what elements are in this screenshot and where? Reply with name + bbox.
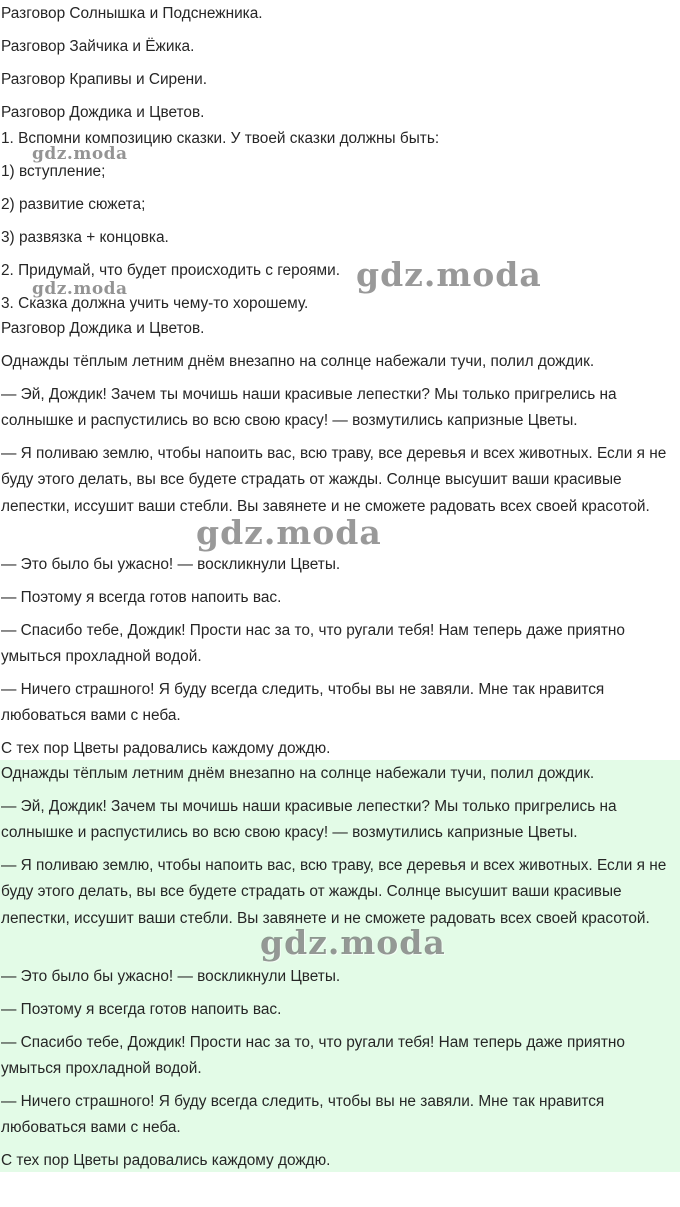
text-line: 2. Придумай, что будет происходить с героями. (1, 262, 340, 279)
text-line: Разговор Зайчика и Ёжика. (1, 38, 195, 55)
text-line: — Эй, Дождик! Зачем ты мочишь наши красивые лепестки? Мы только пригрелись на солнышке и распустились во всю свою красу! — возмутились капризные Цветы. (1, 386, 617, 430)
text-line: — Ничего страшного! Я буду всегда следить, чтобы вы не завяли. Мне так нравится любоваться вами с неба. (1, 1093, 605, 1137)
text-line: — Я поливаю землю, чтобы напоить вас, всю траву, все деревья и всех животных. Если я не буду этого делать, вы все будете страдать от жажды. Солнце высушит ваши красивые лепестки, иссушит ваши стебли. Вы завянете и не сможете радовать всех своей красотой. (1, 445, 667, 515)
text-line: — Спасибо тебе, Дождик! Прости нас за то, что ругали тебя! Нам теперь даже приятно умыться прохладной водой. (1, 622, 625, 666)
text-line: Однажды тёплым летним днём внезапно на солнце набежали тучи, полил дождик. (1, 765, 595, 782)
answer-block (0, 760, 680, 1172)
watermark-logo: gdz.moda (356, 255, 542, 294)
watermark-logo: gdz.moda (32, 279, 128, 299)
text-line: Разговор Солнышка и Подснежника. (1, 5, 263, 22)
text-line: 1) вступление; (1, 163, 106, 180)
text-line: — Эй, Дождик! Зачем ты мочишь наши красивые лепестки? Мы только пригрелись на солнышке и распустились во всю свою красу! — возмутились капризные Цветы. (1, 798, 617, 842)
text-line: — Поэтому я всегда готов напоить вас. (1, 589, 282, 606)
text-line: — Ничего страшного! Я буду всегда следить, чтобы вы не завяли. Мне так нравится любоваться вами с неба. (1, 681, 605, 725)
text-line: С тех пор Цветы радовались каждому дождю. (1, 1152, 331, 1169)
text-line: 2) развитие сюжета; (1, 196, 146, 213)
text-line: 1. Вспомни композицию сказки. У твоей сказки должны быть: (1, 130, 440, 147)
text-line: — Поэтому я всегда готов напоить вас. (1, 1001, 282, 1018)
text-line: Разговор Дождика и Цветов. (1, 320, 205, 337)
text-line: Разговор Крапивы и Сирени. (1, 71, 208, 88)
text-line: С тех пор Цветы радовались каждому дождю. (1, 740, 331, 757)
text-line: — Спасибо тебе, Дождик! Прости нас за то, что ругали тебя! Нам теперь даже приятно умыться прохладной водой. (1, 1034, 625, 1078)
watermark-logo: gdz.moda (32, 144, 128, 164)
text-line: 3. Сказка должна учить чему-то хорошему. (1, 295, 309, 312)
text-line: — Это было бы ужасно! — воскликнули Цветы. (1, 556, 341, 573)
text-line: Разговор Дождика и Цветов. (1, 104, 205, 121)
text-line: — Это было бы ужасно! — воскликнули Цветы. (1, 968, 341, 985)
text-line: Однажды тёплым летним днём внезапно на солнце набежали тучи, полил дождик. (1, 353, 595, 370)
watermark-logo: gdz.moda (196, 513, 382, 552)
text-line: 3) развязка + концовка. (1, 229, 169, 246)
watermark-logo: gdz.moda (260, 923, 446, 962)
text-line: — Я поливаю землю, чтобы напоить вас, всю траву, все деревья и всех животных. Если я не буду этого делать, вы все будете страдать от жажды. Солнце высушит ваши красивые лепестки, иссушит ваши стебли. Вы завянете и не сможете радовать всех своей красотой. (1, 857, 667, 927)
